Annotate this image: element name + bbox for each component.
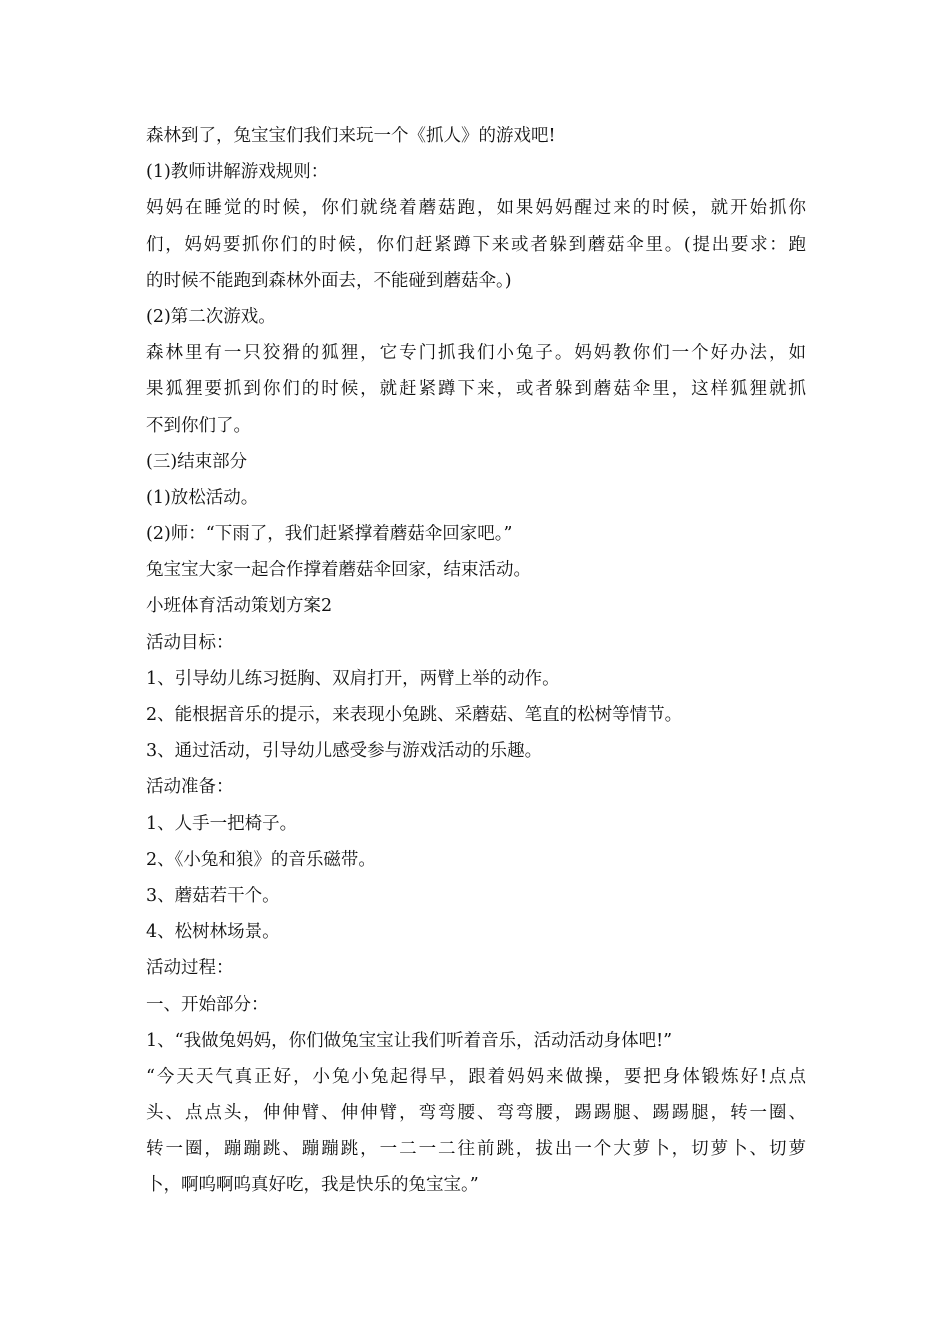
text-line: 不到你们了。 (146, 415, 251, 436)
document-body (146, 118, 806, 1204)
text-line: 森林里有一只狡猾的狐狸，它专门抓我们小兔子。妈妈教你们一个好办法，如 (146, 343, 806, 364)
section-heading: (三)结束部分 (146, 451, 248, 472)
text-line: “今天天气真正好，小兔小兔起得早，跟着妈妈来做操，要把身体锻炼好!点点 (146, 1066, 806, 1087)
list-item: 3、蘑菇若干个。 (146, 885, 280, 906)
section-heading: 活动目标： (146, 632, 234, 653)
section-heading: 一、开始部分： (146, 994, 269, 1015)
text-line: 的时候不能跑到森林外面去，不能碰到蘑菇伞。) (146, 270, 512, 291)
list-item: 3、通过活动，引导幼儿感受参与游戏活动的乐趣。 (146, 741, 543, 762)
text-line: (1)教师讲解游戏规则： (146, 162, 329, 183)
list-item: 2、能根据音乐的提示，来表现小兔跳、采蘑菇、笔直的松树等情节。 (146, 705, 683, 725)
text-line: 转一圈，蹦蹦跳、蹦蹦跳，一二一二往前跳，拔出一个大萝卜，切萝卜、切萝 (146, 1139, 806, 1160)
text-line: 兔宝宝大家一起合作撑着蘑菇伞回家，结束活动。 (146, 560, 531, 581)
text-line: (2)第二次游戏。 (146, 306, 276, 327)
text-line: 森林到了，兔宝宝们我们来玩一个《抓人》的游戏吧! (146, 126, 556, 146)
text-line: 们，妈妈要抓你们的时候，你们赶紧蹲下来或者躲到蘑菇伞里。(提出要求：跑 (146, 234, 806, 255)
plan-title: 小班体育活动策划方案2 (146, 596, 333, 617)
list-item: 4、松树林场景。 (146, 922, 280, 943)
section-heading: 活动准备： (146, 777, 234, 798)
text-line: 妈妈在睡觉的时候，你们就绕着蘑菇跑，如果妈妈醒过来的时候，就开始抓你 (146, 198, 806, 219)
list-item: 1、人手一把椅子。 (146, 813, 298, 834)
section-heading: 活动过程： (146, 958, 234, 979)
list-item: 1、“我做兔妈妈，你们做兔宝宝让我们听着音乐，活动活动身体吧!” (146, 1030, 673, 1051)
text-line: (2)师：“下雨了，我们赶紧撑着蘑菇伞回家吧。” (146, 524, 513, 545)
text-line: 头、点点头，伸伸臂、伸伸臂，弯弯腰、弯弯腰，踢踢腿、踢踢腿，转一圈、 (146, 1103, 806, 1124)
list-item: 2、《小兔和狼》的音乐磁带。 (146, 849, 376, 870)
text-line: (1)放松活动。 (146, 487, 259, 508)
text-line: 卜，啊呜啊呜真好吃，我是快乐的兔宝宝。” (146, 1175, 479, 1196)
list-item: 1、引导幼儿练习挺胸、双肩打开，两臂上举的动作。 (146, 668, 560, 689)
text-line: 果狐狸要抓到你们的时候，就赶紧蹲下来，或者躲到蘑菇伞里，这样狐狸就抓 (146, 379, 806, 400)
